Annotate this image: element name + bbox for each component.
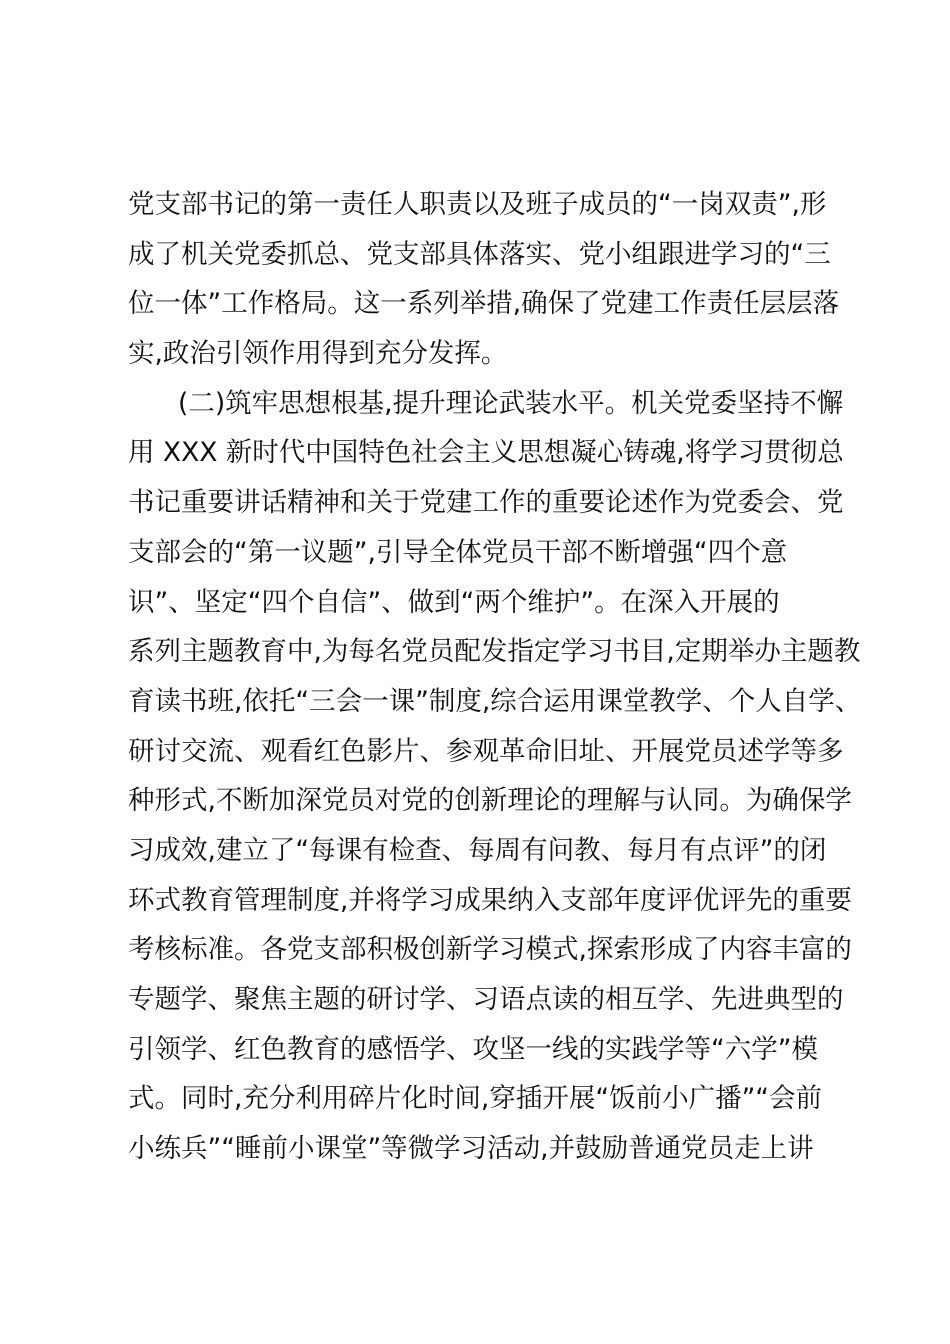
text-line-13: 种形式,不断加深党员对党的创新理论的理解与认同。为确保学 xyxy=(128,785,852,817)
text-line-16: 考核标准。各党支部积极创新学习模式,探索形成了内容丰富的 xyxy=(128,934,852,966)
body-text xyxy=(128,180,862,1174)
text-line-8: 支部会的“第一议题”,引导全体党员干部不断增强“四个意 xyxy=(128,536,788,568)
text-line-3: 位一体”工作格局。这一系列举措,确保了党建工作责任层层落 xyxy=(128,288,840,320)
text-line-9: 识”、坚定“四个自信”、做到“两个维护”。在深入开展的 xyxy=(128,586,780,618)
text-line-6: 用 XXX 新时代中国特色社会主义思想凝心铸魂,将学习贯彻总 xyxy=(128,437,844,469)
text-line-15: 环式教育管理制度,并将学习成果纳入支部年度评优评先的重要 xyxy=(128,884,852,916)
text-line-19: 式。同时,充分利用碎片化时间,穿插开展“饭前小广播”“会前 xyxy=(128,1083,823,1115)
text-line-11: 育读书班,依托“三会一课”制度,综合运用课堂教学、个人自学、 xyxy=(128,685,862,717)
text-line-2: 成了机关党委抓总、党支部具体落实、党小组跟进学习的“三 xyxy=(128,238,831,270)
text-line-1: 党支部书记的第一责任人职责以及班子成员的“一岗双责”,形 xyxy=(128,189,827,220)
text-line-18: 引领学、红色教育的感悟学、攻坚一线的实践学等“六学”模 xyxy=(128,1033,818,1065)
text-line-12: 研讨交流、观看红色影片、参观革命旧址、开展党员述学等多 xyxy=(128,735,844,767)
text-line-17: 专题学、聚焦主题的研讨学、习语点读的相互学、先进典型的 xyxy=(128,984,844,1015)
text-line-10: 系列主题教育中,为每名党员配发指定学习书目,定期举办主题教 xyxy=(128,636,861,668)
section-heading-line: (二)筑牢思想根基,提升理论武装水平。机关党委坚持不懈 xyxy=(178,387,844,419)
text-line-4: 实,政治引领作用得到充分发挥。 xyxy=(128,338,508,370)
text-line-20: 小练兵”“睡前小课堂”等微学习活动,并鼓励普通党员走上讲 xyxy=(128,1133,814,1165)
text-line-14: 习成效,建立了“每课有检查、每周有问教、每月有点评”的闭 xyxy=(128,834,827,866)
text-line-7: 书记重要讲话精神和关于党建工作的重要论述作为党委会、党 xyxy=(128,487,844,519)
